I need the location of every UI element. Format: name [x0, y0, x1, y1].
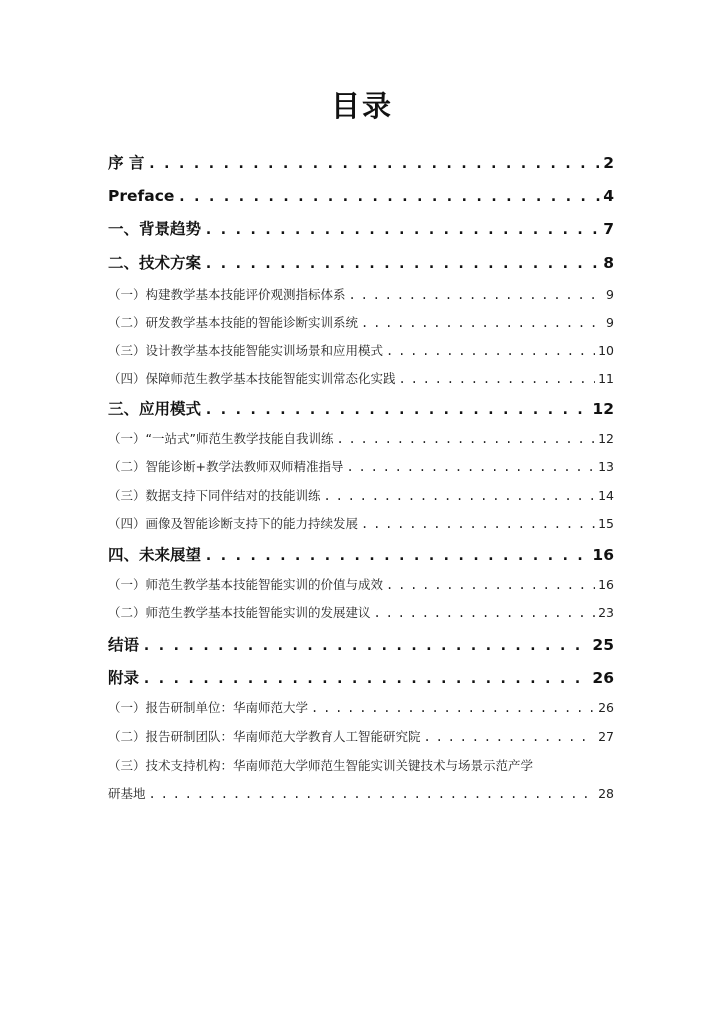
dot-leader: [204, 397, 589, 421]
dot-leader: [386, 575, 595, 595]
toc-entry-page: 16: [598, 577, 614, 592]
dot-leader: [361, 313, 603, 333]
toc-entry-label: （二）报告研制团队：华南师范大学教育人工智能研究院: [108, 729, 421, 744]
toc-subentry[interactable]: [108, 698, 614, 718]
dot-leader: [386, 341, 595, 361]
dot-leader: [204, 217, 600, 241]
toc-entry-page: 12: [598, 431, 614, 446]
toc-entry-label: （一）“一站式”师范生教学技能自我训练: [108, 431, 334, 446]
toc-entry-label: （二）师范生教学基本技能智能实训的发展建议: [108, 605, 371, 620]
toc-entry-page: 2: [603, 154, 614, 172]
toc-entry-label: （三）设计教学基本技能智能实训场景和应用模式: [108, 343, 384, 358]
dot-leader: [142, 666, 589, 690]
page-title: 目录: [330, 89, 393, 123]
toc-entry-label: （一）师范生教学基本技能智能实训的价值与成效: [108, 577, 384, 592]
toc-entry[interactable]: [108, 633, 614, 657]
toc-subentry[interactable]: [108, 514, 614, 534]
toc-entry-label: 附录: [108, 669, 140, 687]
toc-entry-label: 序 言: [108, 154, 145, 172]
toc-entry-label: 一、背景趋势: [108, 220, 202, 238]
toc-entry-label: 结语: [108, 636, 140, 654]
toc-entry-page: 12: [592, 400, 614, 418]
toc-entry-page: 8: [603, 254, 614, 272]
toc-entry-page: 15: [598, 516, 614, 531]
dot-leader: [147, 151, 600, 175]
toc-entry[interactable]: [108, 397, 614, 421]
toc-entry-label: （二）研发教学基本技能的智能诊断实训系统: [108, 315, 359, 330]
toc-entry-label: （三）数据支持下同伴结对的技能训练: [108, 488, 321, 503]
toc-subentry[interactable]: [108, 486, 614, 506]
dot-leader: [177, 184, 600, 208]
dot-leader: [149, 784, 596, 804]
toc-entry-page: 26: [598, 700, 614, 715]
toc-entry-page: 14: [598, 488, 614, 503]
toc-entry-label: 二、技术方案: [108, 254, 202, 272]
toc-subentry[interactable]: [108, 369, 614, 389]
toc-subentry[interactable]: [108, 727, 614, 747]
toc-entry-page: 23: [598, 605, 614, 620]
toc-entry[interactable]: [108, 251, 614, 275]
toc-entry-label: 四、未来展望: [108, 546, 202, 564]
toc-subentry[interactable]: [108, 341, 614, 361]
toc-entry-page: 9: [606, 315, 614, 330]
dot-leader: [399, 369, 596, 389]
toc-entry-label: （四）画像及智能诊断支持下的能力持续发展: [108, 516, 359, 531]
toc-subentry[interactable]: [108, 575, 614, 595]
dot-leader: [324, 486, 596, 506]
dot-leader: [142, 633, 589, 657]
toc-entry-page: 25: [592, 636, 614, 654]
dot-leader: [346, 457, 595, 477]
toc-subentry[interactable]: [108, 285, 614, 305]
toc-subentry[interactable]: [108, 429, 614, 449]
toc-entry-label: （一）构建教学基本技能评价观测指标体系: [108, 287, 346, 302]
toc-entry-page: 27: [598, 729, 614, 744]
toc-subentry[interactable]: [108, 603, 614, 623]
toc-entry-page: 16: [592, 546, 614, 564]
toc-entry[interactable]: [108, 217, 614, 241]
toc-subentry[interactable]: [108, 457, 614, 477]
toc-entry-label: 研基地: [108, 786, 146, 801]
toc-entry-page: 11: [598, 371, 614, 386]
dot-leader: [204, 543, 589, 567]
dot-leader: [311, 698, 595, 718]
toc-entry-page: 7: [603, 220, 614, 238]
toc-entry[interactable]: [108, 666, 614, 690]
toc-entry-label: （一）报告研制单位：华南师范大学: [108, 700, 309, 715]
dot-leader: [349, 285, 604, 305]
toc-entry[interactable]: [108, 184, 614, 208]
toc-subentry-wrapped-line[interactable]: （三）技术支持机构：华南师范大学师范生智能实训关键技术与场景示范产学: [108, 758, 534, 773]
toc-subentry[interactable]: [108, 313, 614, 333]
toc-entry-page: 9: [606, 287, 614, 302]
dot-leader: [336, 429, 595, 449]
dot-leader: [374, 603, 596, 623]
dot-leader: [424, 727, 596, 747]
toc-entry-label: 三、应用模式: [108, 400, 202, 418]
toc-entry-label: Preface: [108, 187, 175, 205]
toc-entry[interactable]: [108, 151, 614, 175]
dot-leader: [361, 514, 595, 534]
toc-entry-page: 10: [598, 343, 614, 358]
toc-entry-page: 26: [592, 669, 614, 687]
toc-entry-page: 4: [603, 187, 614, 205]
dot-leader: [204, 251, 600, 275]
toc-entry-page: 28: [598, 786, 614, 801]
toc-entry-label: （二）智能诊断+教学法教师双师精准指导: [108, 459, 344, 474]
toc-entry-label: （四）保障师范生教学基本技能智能实训常态化实践: [108, 371, 396, 386]
toc-entry-page: 13: [598, 459, 614, 474]
toc-subentry[interactable]: [108, 784, 614, 804]
toc-entry[interactable]: [108, 543, 614, 567]
